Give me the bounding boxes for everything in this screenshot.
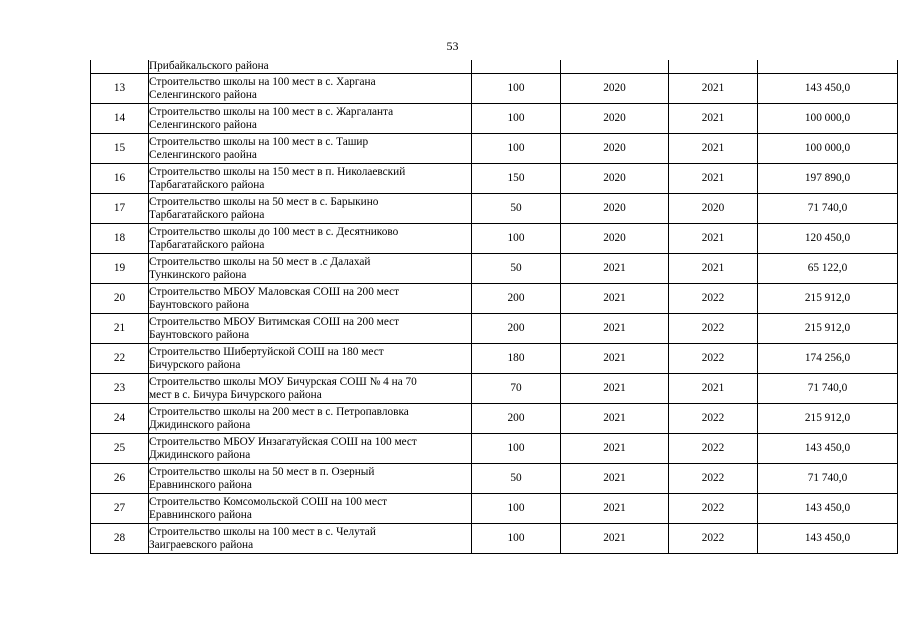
cell-end-year — [669, 60, 758, 74]
cell-end-year: 2021 — [669, 224, 758, 254]
name-line-1: Строительство школы на 150 мест в п. Николаевский — [149, 165, 406, 178]
name-line-2: Заиграевского района — [149, 538, 254, 551]
cell-capacity: 100 — [472, 224, 561, 254]
cell-start-year: 2020 — [561, 224, 669, 254]
cell-name — [149, 494, 472, 524]
cell-name — [149, 74, 472, 104]
name-line-1: Строительство школы на 100 мест в с. Жаргаланта — [149, 105, 394, 118]
name-line-2: Баунтовского района — [149, 328, 250, 341]
cell-cost: 100 000,0 — [758, 104, 898, 134]
name-line-1: Строительство МБОУ Маловская СОШ на 200 мест — [149, 285, 400, 298]
cell-end-year: 2022 — [669, 404, 758, 434]
cell-capacity: 150 — [472, 164, 561, 194]
table-row — [91, 314, 898, 344]
cell-capacity: 200 — [472, 404, 561, 434]
cell-cost: 215 912,0 — [758, 314, 898, 344]
cell-start-year: 2021 — [561, 494, 669, 524]
cell-start-year: 2021 — [561, 374, 669, 404]
cell-name — [149, 134, 472, 164]
name-line-1: Строительство школы на 50 мест в .с Далахай — [149, 255, 371, 268]
cell-capacity: 50 — [472, 254, 561, 284]
cell-cost: 143 450,0 — [758, 74, 898, 104]
name-line-2: Джидинского района — [149, 448, 251, 461]
cell-start-year: 2020 — [561, 194, 669, 224]
table-row — [91, 164, 898, 194]
name-line-2: Баунтовского района — [149, 298, 250, 311]
name-line-2: Тарбагатайского района — [149, 208, 265, 221]
cell-end-year: 2020 — [669, 194, 758, 224]
cell-cost: 143 450,0 — [758, 434, 898, 464]
cell-end-year: 2021 — [669, 164, 758, 194]
cell-number: 26 — [91, 464, 149, 494]
cell-number: 25 — [91, 434, 149, 464]
cell-capacity: 200 — [472, 314, 561, 344]
cell-start-year: 2020 — [561, 74, 669, 104]
name-line-1: Строительство школы МОУ Бичурская СОШ № 4 на 70 — [149, 375, 417, 388]
cell-cost: 215 912,0 — [758, 284, 898, 314]
name-line-1: Строительство школы до 100 мест в с. Десятниково — [149, 225, 399, 238]
cell-name — [149, 104, 472, 134]
cell-start-year: 2020 — [561, 164, 669, 194]
table-row — [91, 404, 898, 434]
table-row — [91, 284, 898, 314]
cell-number: 13 — [91, 74, 149, 104]
cell-name — [149, 464, 472, 494]
cell-cost: 174 256,0 — [758, 344, 898, 374]
table-row — [91, 194, 898, 224]
cell-start-year: 2021 — [561, 284, 669, 314]
cell-capacity: 200 — [472, 284, 561, 314]
cell-name — [149, 284, 472, 314]
cell-cost: 100 000,0 — [758, 134, 898, 164]
table-row — [91, 464, 898, 494]
cell-end-year: 2022 — [669, 464, 758, 494]
cell-number: 17 — [91, 194, 149, 224]
cell-start-year: 2021 — [561, 314, 669, 344]
table-row — [91, 134, 898, 164]
name-line-1: Строительство Шибертуйской СОШ на 180 мест — [149, 345, 384, 358]
name-line-2: Еравнинского района — [149, 478, 252, 491]
cell-capacity: 180 — [472, 344, 561, 374]
cell-start-year: 2021 — [561, 404, 669, 434]
name-line-1: Строительство школы на 50 мест в с. Барыкино — [149, 195, 379, 208]
table-row — [91, 254, 898, 284]
cell-start-year: 2020 — [561, 134, 669, 164]
cell-end-year: 2021 — [669, 134, 758, 164]
cell-number: 27 — [91, 494, 149, 524]
cell-end-year: 2022 — [669, 314, 758, 344]
cell-end-year: 2022 — [669, 494, 758, 524]
cell-cost: 71 740,0 — [758, 194, 898, 224]
table-row — [91, 524, 898, 554]
cell-start-year: 2021 — [561, 344, 669, 374]
cell-start-year: 2021 — [561, 524, 669, 554]
cell-name — [149, 314, 472, 344]
table-row-continuation — [91, 60, 898, 74]
name-line-1: Строительство школы на 200 мест в с. Петропавловка — [149, 405, 409, 418]
cell-number: 24 — [91, 404, 149, 434]
cell-capacity: 100 — [472, 104, 561, 134]
table-row — [91, 74, 898, 104]
cell-capacity: 100 — [472, 494, 561, 524]
cell-capacity — [472, 60, 561, 74]
school-construction-table — [90, 60, 898, 554]
cell-cost: 197 890,0 — [758, 164, 898, 194]
cell-name — [149, 524, 472, 554]
cell-capacity: 70 — [472, 374, 561, 404]
cell-cost: 71 740,0 — [758, 464, 898, 494]
name-line-1: Строительство школы на 50 мест в п. Озерный — [149, 465, 375, 478]
cell-number: 20 — [91, 284, 149, 314]
name-line-2: Тарбагатайского района — [149, 238, 265, 251]
cell-number — [91, 60, 149, 74]
cell-name — [149, 194, 472, 224]
cell-start-year — [561, 60, 669, 74]
cell-start-year: 2020 — [561, 104, 669, 134]
cell-end-year: 2022 — [669, 524, 758, 554]
cell-capacity: 100 — [472, 134, 561, 164]
cell-number: 15 — [91, 134, 149, 164]
name-line-2: Селенгинского района — [149, 118, 257, 131]
cell-number: 18 — [91, 224, 149, 254]
cell-start-year: 2021 — [561, 254, 669, 284]
cell-end-year: 2021 — [669, 104, 758, 134]
name-line-1: Строительство школы на 100 мест в с. Ташир — [149, 135, 369, 148]
table-row — [91, 344, 898, 374]
cell-name — [149, 374, 472, 404]
name-line-2: Джидинского района — [149, 418, 251, 431]
cell-name — [149, 224, 472, 254]
cell-number: 19 — [91, 254, 149, 284]
cell-end-year: 2021 — [669, 74, 758, 104]
cell-capacity: 100 — [472, 524, 561, 554]
name-line-1: Строительство МБОУ Витимская СОШ на 200 мест — [149, 315, 400, 328]
cell-capacity: 50 — [472, 194, 561, 224]
cell-start-year: 2021 — [561, 464, 669, 494]
page-number: 53 — [446, 39, 459, 53]
name-line-2: Тарбагатайского района — [149, 178, 265, 191]
cell-name — [149, 434, 472, 464]
cell-end-year: 2022 — [669, 434, 758, 464]
cell-end-year: 2021 — [669, 374, 758, 404]
table-row — [91, 224, 898, 254]
name-continuation: Прибайкальского района — [149, 60, 269, 72]
name-line-2: Тункинского района — [149, 268, 247, 281]
table-row — [91, 104, 898, 134]
cell-name — [149, 164, 472, 194]
cell-end-year: 2022 — [669, 344, 758, 374]
cell-capacity: 100 — [472, 434, 561, 464]
cell-capacity: 50 — [472, 464, 561, 494]
cell-cost: 65 122,0 — [758, 254, 898, 284]
cell-capacity: 100 — [472, 74, 561, 104]
cell-number: 16 — [91, 164, 149, 194]
cell-cost: 215 912,0 — [758, 404, 898, 434]
cell-end-year: 2021 — [669, 254, 758, 284]
cell-name — [149, 404, 472, 434]
name-line-1: Строительство школы на 100 мест в с. Харгана — [149, 75, 376, 88]
cell-name — [149, 254, 472, 284]
name-line-1: Строительство Комсомольской СОШ на 100 мест — [149, 495, 388, 508]
name-line-2: Еравнинского района — [149, 508, 252, 521]
cell-number: 28 — [91, 524, 149, 554]
name-line-2: Селенгинского района — [149, 88, 257, 101]
cell-number: 21 — [91, 314, 149, 344]
cell-cost: 71 740,0 — [758, 374, 898, 404]
table-row — [91, 434, 898, 464]
table-row — [91, 494, 898, 524]
cell-cost: 143 450,0 — [758, 524, 898, 554]
name-line-1: Строительство МБОУ Инзагатуйская СОШ на 100 мест — [149, 435, 417, 448]
cell-number: 14 — [91, 104, 149, 134]
cell-name — [149, 344, 472, 374]
cell-start-year: 2021 — [561, 434, 669, 464]
cell-number: 22 — [91, 344, 149, 374]
cell-name — [149, 60, 472, 74]
cell-cost — [758, 60, 898, 74]
name-line-1: Строительство школы на 100 мест в с. Челутай — [149, 525, 376, 538]
cell-cost: 143 450,0 — [758, 494, 898, 524]
name-line-2: Бичурского района — [149, 358, 241, 371]
cell-end-year: 2022 — [669, 284, 758, 314]
name-line-2: мест в с. Бичура Бичурского района — [149, 388, 322, 401]
cell-number: 23 — [91, 374, 149, 404]
cell-cost: 120 450,0 — [758, 224, 898, 254]
table-row — [91, 374, 898, 404]
name-line-2: Селенгинского раойна — [149, 148, 257, 161]
